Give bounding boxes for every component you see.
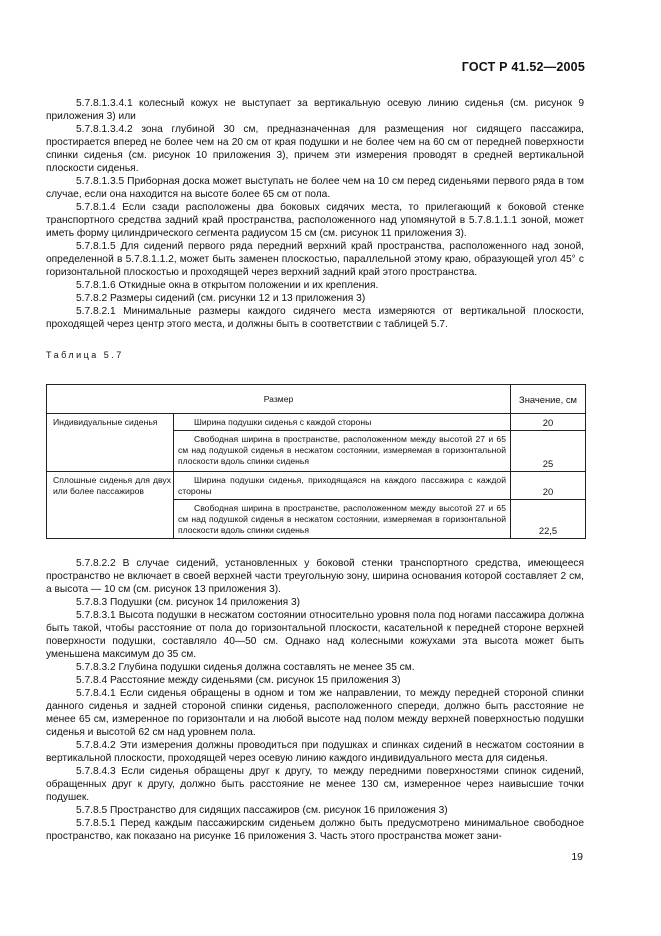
table-row: [47, 472, 586, 500]
row-text: Свободная ширина в пространстве, расположенном между высотой 27 и 65 см над подушкой сиденья в несжатом состоянии, измеряемая в горизонтальной плоскости вдоль спинки сиденья: [174, 431, 511, 472]
table-row: [47, 414, 586, 431]
paragraph: 5.7.8.3.1 Высота подушки в несжатом состоянии относительно уровня пола под ногами пассажира должна быть такой, чтобы расстояние от пола до горизонтальной плоскости, касательной к передней стороне верхней поверхности подушки, составляло 40—50 см. Однако над колесными кожухами эта высота может быть уменьшена максимум до 35 см.: [46, 610, 584, 660]
row-text: Свободная ширина в пространстве, расположенном между высотой 27 и 65 см над подушкой сиденья в несжатом состоянии, измеряемая в горизонтальной плоскости вдоль спинки сиденья: [174, 500, 511, 539]
paragraph: 5.7.8.1.3.4.1 колесный кожух не выступает за вертикальную осевую линию сиденья (см. рисунок 9 приложения 3) или: [46, 98, 584, 122]
document-body: [46, 97, 584, 843]
row-value: 20: [511, 472, 586, 500]
paragraph: 5.7.8.4.1 Если сиденья обращены в одном и том же направлении, то между передней стороной спинки данного сиденья и задней стороной спинки сиденья, расположенного спереди, должно быть расстояние не менее 65 см, измеренное по горизонтали и на любой высоте над полом между верхней поверхностью подушки сиденья и высотой 62 см над уровнем пола.: [46, 688, 584, 738]
paragraph: 5.7.8.1.4 Если сзади расположены два боковых сидячих места, то прилегающий к боковой стенке транспортного средства задний край пространства, расположенного над упомянутой в 5.7.8.1.1.1 зоной, может иметь форму цилиндрического сегмента радиусом 15 см (см. рисунок 11 приложения 3).: [46, 202, 584, 239]
paragraph: 5.7.8.4 Расстояние между сиденьями (см. рисунок 15 приложения 3): [76, 675, 401, 686]
document-header: ГОСТ Р 41.52—2005: [461, 60, 585, 74]
row-text: Ширина подушки сиденья с каждой стороны: [174, 414, 511, 431]
row-value: 22,5: [511, 500, 586, 539]
table-header-size: Размер: [47, 385, 511, 414]
group-label: [47, 472, 174, 539]
paragraph: 5.7.8.3 Подушки (см. рисунок 14 приложения 3): [76, 597, 301, 608]
group-label-text: Индивидуальные сиденья: [53, 417, 158, 427]
paragraph: 5.7.8.4.2 Эти измерения должны проводиться при подушках и спинках сидений в несжатом состоянии в вертикальной плоскости, проходящей через осевую линию каждого индивидуального места для сиденья.: [46, 740, 584, 764]
paragraph: 5.7.8.3.2 Глубина подушки сиденья должна составлять не менее 35 см.: [76, 662, 415, 673]
paragraph: 5.7.8.1.3.5 Приборная доска может выступать не более чем на 10 см перед сиденьями первого ряда в том случае, если она находится на высоте более 65 см от пола.: [46, 176, 584, 200]
paragraph: 5.7.8.1.3.4.2 зона глубиной 30 см, предназначенная для размещения ног сидящего пассажира, простирается вперед не более чем на 20 см от края подушки и не более чем на 60 см от передней поверхности спинки сиденья (см. рисунок 10 приложения 3), причем эти измерения проводят в средней вертикальной плоскости сиденья.: [46, 124, 584, 174]
paragraph: 5.7.8.2.1 Минимальные размеры каждого сидячего места измеряются от вертикальной плоскости, проходящей через центр этого места, и должны быть в соответствии с таблицей 5.7.: [46, 306, 584, 330]
paragraphs-after: [46, 557, 584, 843]
page-number: 19: [571, 851, 583, 863]
paragraph: 5.7.8.5.1 Перед каждым пассажирским сиденьем должно быть предусмотрено минимальное свободное пространство, как показано на рисунке 16 приложения 3. Часть этого пространства может зани-: [46, 818, 584, 842]
row-text: Ширина подушки сиденья, приходящаяся на каждого пассажира с каждой стороны: [174, 472, 511, 500]
row-value: 20: [511, 414, 586, 431]
group-label: [47, 414, 174, 472]
row-value: 25: [511, 431, 586, 472]
group-label-text: Сплошные сиденья для двух или более пассажиров: [53, 475, 171, 496]
table-caption: Таблица 5.7: [46, 350, 124, 360]
table-header-value: Значение, см: [511, 385, 586, 414]
paragraph: 5.7.8.1.5 Для сидений первого ряда передний верхний край пространства, расположенного над зоной, определенной в 5.7.8.1.1.2, может быть заменен плоскостью, параллельной этому краю, образующей угол 45° с горизонтальной плоскостью и проходящей через верхний задний край этого пространства.: [46, 241, 584, 278]
paragraph: 5.7.8.4.3 Если сиденья обращены друг к другу, то между передними поверхностями спинок сидений, обращенных друг к другу, должно быть расстояние не менее 130 см, измеренное через наивысшие точки подушек.: [46, 766, 584, 803]
paragraph: 5.7.8.1.6 Откидные окна в открытом положении и их крепления.: [76, 280, 379, 291]
paragraph: 5.7.8.2 Размеры сидений (см. рисунки 12 и 13 приложения 3): [76, 293, 366, 304]
paragraph: 5.7.8.5 Пространство для сидящих пассажиров (см. рисунок 16 приложения 3): [76, 805, 448, 816]
seat-dimensions-table: [46, 384, 586, 539]
paragraph: 5.7.8.2.2 В случае сидений, установленных у боковой стенки транспортного средства, имеющееся пространство не включает в своей верхней части треугольную зону, ширина основания которой составляет 2 см, а высота — 10 см (см. рисунок 13 приложения 3).: [46, 558, 584, 595]
paragraphs-before: [46, 97, 584, 331]
table-header-row: [47, 385, 586, 414]
